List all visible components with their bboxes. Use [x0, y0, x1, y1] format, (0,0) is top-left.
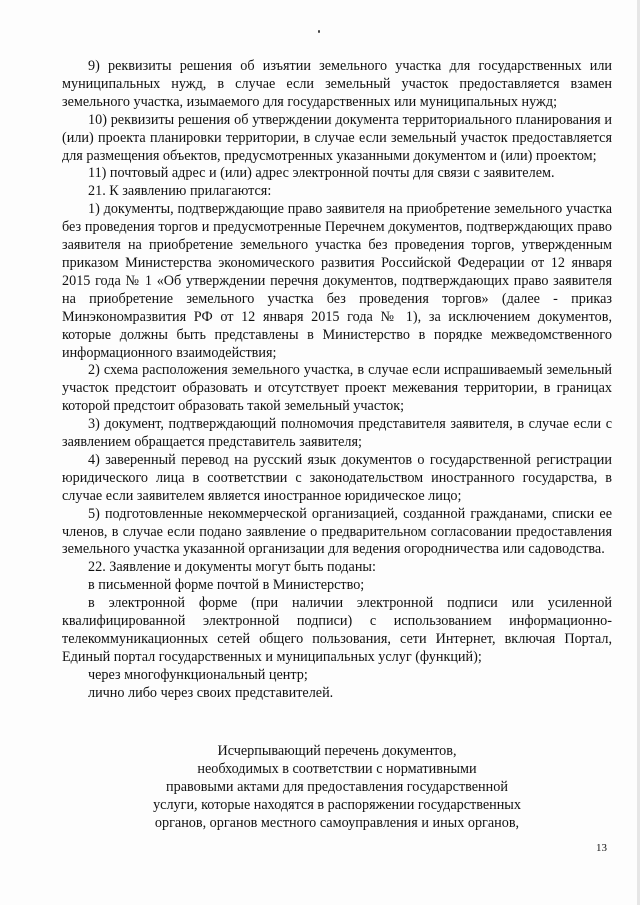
- heading-line: услуги, которые находятся в распоряжении государственных: [153, 797, 521, 813]
- paragraph-21-intro: 21. К заявлению прилагаются:: [88, 183, 272, 200]
- paragraph-21-item-3: 3) документ, подтверждающий полномочия представителя заявителя, в случае если с заявлением обращается представитель заявителя;: [62, 416, 612, 451]
- paragraph-21-item-2: 2) схема расположения земельного участка, в случае если испрашиваемый земельный участок предстоит образовать и отсутствует проект межевания территории, в границах которой предстоит образовать такой земельный участок;: [62, 362, 612, 415]
- page-number: 13: [596, 842, 607, 854]
- scan-speck: [318, 30, 320, 33]
- paragraph-11: 11) почтовый адрес и (или) адрес электронной почты для связи с заявителем.: [88, 165, 555, 182]
- paragraph-10: 10) реквизиты решения об утверждении документа территориального планирования и (или) проекта планировки территории, в случае если земельный участок предоставляется для размещения объектов, предусмотренных указанными документом и (или) проектом;: [62, 111, 612, 164]
- paragraph-22-mail: в письменной форме почтой в Министерство;: [88, 577, 365, 594]
- paragraph-22-personal: лично либо через своих представителей.: [88, 684, 334, 701]
- document-body: [62, 58, 612, 703]
- paragraph-22-electronic: в электронной форме (при наличии электронной подписи или усиленной квалифицированной электронной подписи) с использованием информационно-телекоммуникационных сетей общего пользования, сети Интернет, включая Портал, Единый портал государственных и муниципальных услуг (функций);: [62, 595, 612, 665]
- paragraph-21-item-1: 1) документы, подтверждающие право заявителя на приобретение земельного участка без проведения торгов и предусмотренные Перечнем документов, подтверждающих право заявителя на приобретение земельного участка без проведения торгов, утвержденным приказом Министерства экономического развития Российской Федерации от 12 января 2015 года № 1 «Об утверждении перечня документов, подтверждающих право заявителя на приобретение земельного участка без проведения торгов» (далее - приказ Минэкономразвития РФ от 12 января 2015 года № 1), за исключением документов, которые должны быть представлены в Министерство в порядке межведомственного информационного взаимодействия;: [62, 201, 612, 361]
- heading-line: Исчерпывающий перечень документов,: [217, 743, 457, 759]
- paragraph-21-item-4: 4) заверенный перевод на русский язык документов о государственной регистрации юридического лица в соответствии с законодательством иностранного государства, в случае если заявителем является иностранное юридическое лицо;: [62, 451, 612, 504]
- section-heading: [62, 742, 612, 832]
- paragraph-22-mfc: через многофункциональный центр;: [88, 666, 308, 683]
- heading-line: органов, органов местного самоуправления и иных органов,: [154, 815, 520, 831]
- heading-line: правовыми актами для предоставления государственной: [166, 779, 508, 795]
- heading-line: необходимых в соответствии с нормативными: [197, 761, 477, 777]
- paragraph-22-intro: 22. Заявление и документы могут быть поданы:: [88, 559, 376, 576]
- paragraph-21-item-5: 5) подготовленные некоммерческой организацией, созданной гражданами, списки ее членов, в случае если подано заявление о предварительном согласовании предоставления земельного участка указанной организации для ведения огородничества или садоводства.: [62, 505, 612, 558]
- paragraph-9: 9) реквизиты решения об изъятии земельного участка для государственных или муниципальных нужд, в случае если земельный участок предоставляется взамен земельного участка, изымаемого для государственных или муниципальных нужд;: [62, 58, 612, 110]
